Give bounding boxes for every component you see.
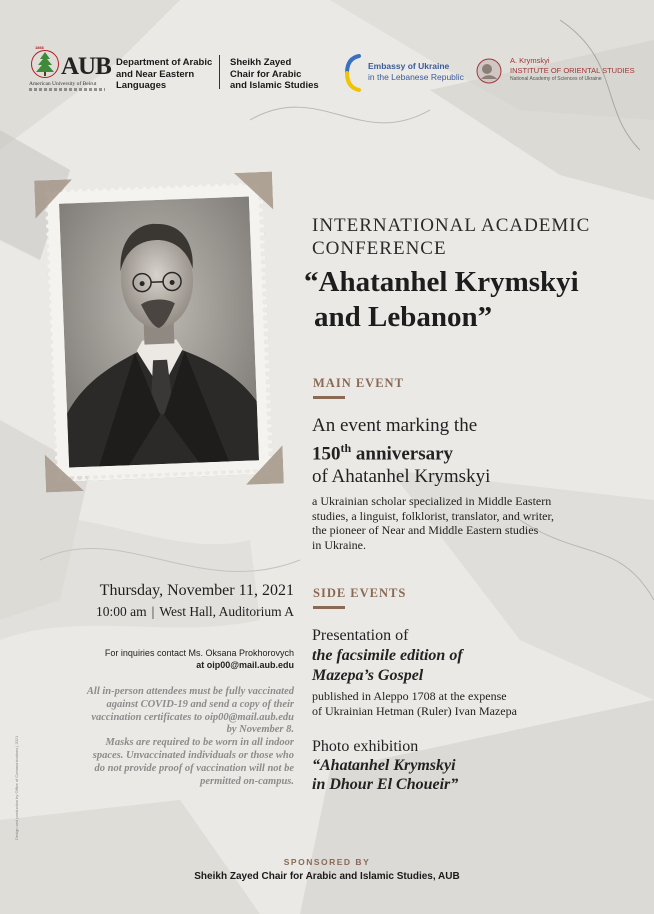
main-event-heading: MAIN EVENT (313, 376, 404, 390)
aub-arabic-name (29, 88, 105, 91)
krymskyi-portrait-image (59, 196, 259, 467)
embassy-of-ukraine-icon (345, 54, 361, 92)
main-event-bar (313, 396, 345, 399)
cedar-tree-icon (31, 49, 59, 79)
event-date: Thursday, November 11, 2021 (99, 582, 294, 599)
conference-title: “Ahatanhel Krymskyi and Lebanon” (304, 266, 579, 333)
krymskyi-institute-icon (476, 58, 502, 84)
covid-notice: All in-person attendees must be fully vaccinated against COVID-19 and send a copy of their vaccination certificates to oip00@mail.aub.edu by November 8. Masks are required to be worn in all indoor spaces. Unvaccinated individuals or those who do not provide proof of vaccination will not be permitted on-campus. (86, 686, 294, 787)
main-event-summary: An event marking the 150th anniversary of Ahatanhel Krymskyi (312, 415, 491, 488)
sponsored-by-heading: SPONSORED BY (283, 857, 371, 867)
inquiries-contact: For inquiries contact Ms. Oksana Prokhorovych at oip00@mail.aub.edu (104, 648, 294, 670)
header-divider (219, 55, 220, 89)
department-name: Department of Arabic and Near Eastern Languages (116, 57, 213, 91)
event-place: West Hall, Auditorium A (159, 604, 294, 619)
embassy-name: Embassy of Ukraine in the Lebanese Republic (368, 61, 464, 82)
institute-name: A. Krymskyi INSTITUTE OF ORIENTAL STUDIES National Academy of Sciences of Ukraine (510, 56, 635, 82)
aub-subtitle: American University of Beirut (29, 81, 97, 87)
aub-wordmark: AUB (61, 53, 111, 80)
side-event-gospel: Presentation of the facsimile edition of Mazepa’s Gospel published in Aleppo 1708 at the expense of Ukrainian Hetman (Ruler) Ivan Mazepa (312, 627, 517, 718)
main-event-description: a Ukrainian scholar specialized in Middle Eastern studies, a linguist, folklorist, translator, and writer, the pioneer of Near and Middle Eastern studies in Ukraine. (312, 494, 554, 552)
aub-year: 1866 (35, 45, 44, 50)
production-credit: Design and production by Office of Communications | 2021 (14, 735, 19, 840)
event-time-place (96, 604, 294, 620)
side-events-bar (313, 606, 345, 609)
side-events-heading: SIDE EVENTS (313, 586, 407, 600)
aub-logo (27, 45, 111, 93)
conference-type: INTERNATIONAL ACADEMIC CONFERENCE (312, 215, 591, 259)
contact-email[interactable]: at oip00@mail.aub.edu (196, 659, 294, 670)
portrait-photo (44, 182, 273, 482)
chair-name: Sheikh Zayed Chair for Arabic and Islamic Studies (230, 57, 319, 91)
event-time: 10:00 am (96, 604, 147, 619)
time-separator: | (151, 604, 155, 619)
side-event-exhibition: Photo exhibition “Ahatanhel Krymskyi in Dhour El Choueir” (312, 738, 459, 793)
sponsor-name: Sheikh Zayed Chair for Arabic and Islamic Studies, AUB (194, 871, 460, 882)
